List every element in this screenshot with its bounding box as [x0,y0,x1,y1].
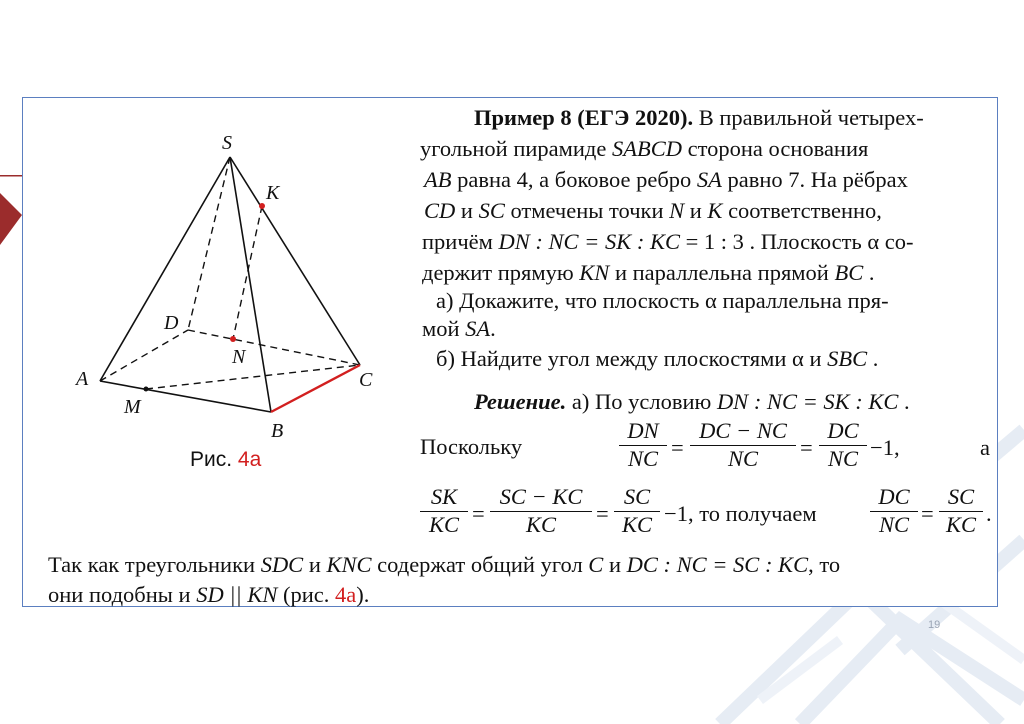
fraction-SC-KC: SC KC [614,485,660,537]
problem-line-8: мой SA. [422,316,496,341]
point-N [230,336,236,342]
problem-line-9: б) Найдите угол между плоскостями α и SBC . [436,346,879,371]
equals-5: = [921,501,934,526]
solution-word-a: а [980,435,990,460]
problem-title: Пример 8 (ЕГЭ 2020). [474,105,694,130]
problem-line-6: держит прямую KN и параллельна прямой BC . [422,260,875,285]
segment-MC [146,365,360,389]
problem-line-2: угольной пирамиде SABCD сторона основания [420,136,869,161]
problem-line-7: а) Докажите, что плоскость α параллельна пря- [436,288,889,313]
fraction-SC-KC-2: SC KC [939,485,983,537]
label-D: D [164,312,179,334]
edge-DC [188,330,360,365]
edge-AD [100,330,188,381]
figure-ref: 4а [237,448,262,471]
problem-line-5: причём DN : NC = SK : KC = 1 : 3 . Плоскость α со- [422,229,914,254]
solution-label: Решение. [474,389,567,414]
fraction-SCminusKC-KC: SC − KC KC [490,485,592,537]
solution-word-poskolku: Поскольку [420,434,523,459]
point-K [259,203,265,209]
minus-one-2: −1, то получаем [664,501,817,526]
slide-number: 19 [928,619,941,631]
equals-1: = [671,435,684,460]
edge-SD [188,157,230,330]
label-B: B [271,420,284,442]
fraction-DN-NC: DN NC [619,419,667,471]
equals-2: = [800,435,813,460]
solution-line-4: Так как треугольники SDC и KNC содержат общий угол C и DC : NC = SC : KC, то [48,552,841,577]
solution-line-5: они подобны и SD || KN (рис. 4а). [48,582,370,607]
equals-4: = [596,501,609,526]
edge-SA [100,157,230,381]
label-K: K [266,182,280,204]
label-M: M [124,396,141,418]
figure-caption: Рис. 4а [190,448,262,471]
solution-line-1: Решение. а) По условию DN : NC = SK : KC . [474,389,910,414]
point-M [144,387,149,392]
label-C: C [359,369,373,391]
edge-BC [271,365,360,412]
fraction-DC-NC-2: DC NC [870,485,918,537]
final-dot: . [986,501,992,526]
problem-line-3: AB равна 4, а боковое ребро SA равно 7. На рёбрах [424,167,908,192]
figure-ref-2: 4а [335,582,357,607]
equals-3: = [472,501,485,526]
label-S: S [222,132,232,154]
label-N: N [232,346,246,368]
edge-SB [230,157,271,412]
segment-KN [233,206,262,339]
edge-SC [230,157,360,365]
problem-line-4: CD и SC отмечены точки N и K соответственно, [424,198,882,223]
fraction-DC-NC: DC NC [819,419,867,471]
pyramid-figure [0,0,470,480]
fraction-SK-KC: SK KC [420,485,468,537]
minus-one-1: −1, [870,435,900,460]
problem-line-1: Пример 8 (ЕГЭ 2020). В правильной четырех- [474,105,924,130]
fraction-DCminusNC-NC: DC − NC NC [690,419,796,471]
label-A: A [76,368,89,390]
